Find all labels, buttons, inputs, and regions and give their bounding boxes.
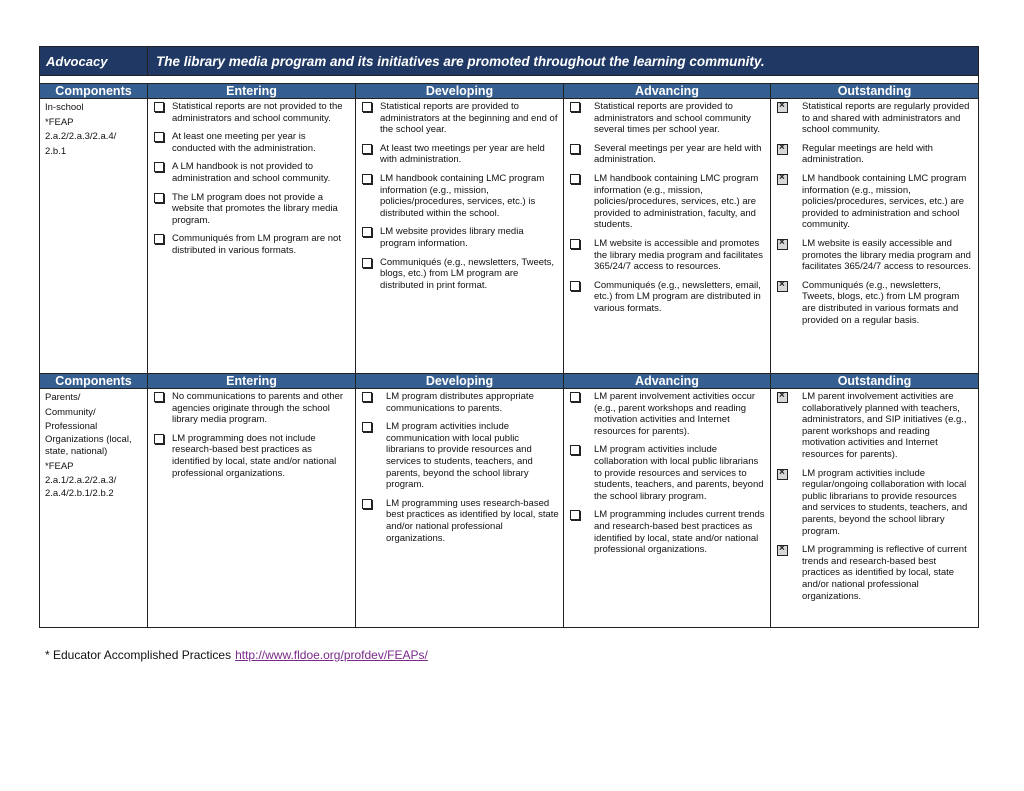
developing-cell <box>356 389 564 628</box>
header-outstanding: Outstanding <box>771 374 979 389</box>
advocacy-rubric-table <box>39 46 979 628</box>
section-row-parents-community <box>40 389 979 628</box>
spacer-row <box>40 76 979 84</box>
criterion-text: LM handbook containing LMC program information (e.g., mission, policies/procedures, services, etc.) is distributed within the school. <box>380 172 545 219</box>
criterion-item <box>777 280 974 326</box>
criterion-text: Communiqués from LM program are not distributed in various formats. <box>172 233 341 256</box>
criterion-text: LM website provides library media program information. <box>380 226 524 249</box>
criterion-item <box>570 101 766 136</box>
criterion-text: LM website is accessible and promotes the library media program and facilitates 365/24/7 access to resources. <box>594 237 763 273</box>
criterion-item <box>154 101 351 124</box>
criterion-item <box>570 444 766 502</box>
checkbox-icon[interactable] <box>570 510 580 520</box>
criterion-item <box>362 101 559 136</box>
component-line: 2.a.1/2.a.2/2.a.3/ 2.a.4/2.b.1/2.b.2 <box>45 475 117 499</box>
section-row-in-school <box>40 99 979 374</box>
criterion-item <box>777 238 974 273</box>
criterion-text: Regular meetings are held with administration. <box>802 142 933 166</box>
criterion-text: Statistical reports are regularly provided to and shared with administrators and school community. <box>802 101 970 136</box>
criterion-text: Statistical reports are provided to administrators at the beginning and end of the school year. <box>380 101 558 136</box>
header-row-1 <box>40 84 979 99</box>
criterion-item <box>362 257 559 292</box>
criterion-item <box>362 498 559 544</box>
checkbox-icon[interactable] <box>362 499 372 509</box>
checkbox-icon[interactable] <box>154 392 164 402</box>
checkbox-icon[interactable] <box>570 445 580 455</box>
header-advancing: Advancing <box>564 84 771 99</box>
checked-box-icon[interactable] <box>777 392 788 403</box>
header-entering: Entering <box>148 374 356 389</box>
rubric-category: Advocacy <box>40 47 148 76</box>
checkbox-icon[interactable] <box>362 174 372 184</box>
checkbox-icon[interactable] <box>570 102 580 112</box>
checkbox-icon[interactable] <box>154 162 164 172</box>
checkbox-icon[interactable] <box>362 227 372 237</box>
checkbox-icon[interactable] <box>154 193 164 203</box>
header-row-2 <box>40 374 979 389</box>
criterion-item <box>154 391 351 426</box>
header-components: Components <box>40 374 148 389</box>
criterion-item <box>362 421 559 491</box>
criterion-text: LM parent involvement activities are collaboratively planned with teachers, administrators, and SIP initiatives (e.g., parent workshops and reading motivation activities and Internet resources for parents). <box>802 391 967 460</box>
feaps-link[interactable]: http://www.fldoe.org/profdev/FEAPs/ <box>235 648 428 662</box>
title-row <box>40 47 979 76</box>
checkbox-icon[interactable] <box>362 422 372 432</box>
checkbox-icon[interactable] <box>154 132 164 142</box>
criterion-item <box>777 544 974 602</box>
criterion-item <box>154 192 351 227</box>
checkbox-icon[interactable] <box>362 392 372 402</box>
criterion-text: LM program activities include collaboration with local public librarians to provide resources and services to students, teachers, and parents, beyond the school library program. <box>594 444 764 502</box>
developing-cell <box>356 99 564 374</box>
checkbox-icon[interactable] <box>570 392 580 402</box>
criterion-text: Statistical reports are not provided to the administrators and school community. <box>172 101 343 124</box>
criterion-text: Several meetings per year are held with administration. <box>594 142 762 166</box>
entering-cell <box>148 99 356 374</box>
criterion-item <box>570 391 766 437</box>
checkbox-icon[interactable] <box>570 281 580 291</box>
criterion-text: LM programming includes current trends and research-based best practices as identified by local, state and/or national professional organizations. <box>594 509 765 556</box>
component-line: 2.b.1 <box>45 145 67 157</box>
criterion-item <box>362 226 559 249</box>
footnote-text: * Educator Accomplished Practices <box>45 648 232 662</box>
component-line: In-school <box>45 102 84 113</box>
header-components: Components <box>40 84 148 99</box>
criterion-item <box>570 238 766 273</box>
criterion-text: LM handbook containing LMC program information (e.g., mission, policies/procedures, services, etc.) are provided to administration and school community. <box>802 172 967 231</box>
criterion-item <box>777 143 974 166</box>
checked-box-icon[interactable] <box>777 144 788 155</box>
footnote <box>45 648 428 662</box>
criterion-item <box>777 391 974 461</box>
criterion-item <box>777 173 974 231</box>
checked-box-icon[interactable] <box>777 174 788 185</box>
outstanding-cell <box>771 99 979 374</box>
criterion-text: A LM handbook is not provided to administration and school community. <box>172 161 331 184</box>
checkbox-icon[interactable] <box>154 434 164 444</box>
criterion-item <box>777 101 974 136</box>
checkbox-icon[interactable] <box>362 144 372 154</box>
checked-box-icon[interactable] <box>777 239 788 250</box>
checkbox-icon[interactable] <box>570 144 580 154</box>
criterion-text: At least two meetings per year are held with administration. <box>380 142 545 166</box>
component-line: *FEAP <box>45 116 74 128</box>
criterion-item <box>777 468 974 538</box>
advancing-cell <box>564 99 771 374</box>
criterion-item <box>570 143 766 166</box>
component-cell <box>40 99 148 374</box>
header-outstanding: Outstanding <box>771 84 979 99</box>
criterion-item <box>362 143 559 166</box>
component-line: Community/ <box>45 406 96 418</box>
checked-box-icon[interactable] <box>777 469 788 480</box>
checked-box-icon[interactable] <box>777 102 788 113</box>
criterion-text: LM handbook containing LMC program information (e.g., mission, policies/procedures, services, etc.) are provided to administration, faculty, and students. <box>594 172 759 231</box>
criterion-text: At least one meeting per year is conducted with the administration. <box>172 131 316 154</box>
criterion-text: LM website is easily accessible and promotes the library media program and facilitates 365/24/7 access to resources. <box>802 237 971 273</box>
checkbox-icon[interactable] <box>362 258 372 268</box>
component-line: Professional Organizations (local, state, national) <box>45 421 132 457</box>
criterion-item <box>570 509 766 555</box>
header-advancing: Advancing <box>564 374 771 389</box>
advancing-cell <box>564 389 771 628</box>
criterion-item <box>362 391 559 414</box>
criterion-item <box>570 280 766 315</box>
header-entering: Entering <box>148 84 356 99</box>
header-developing: Developing <box>356 84 564 99</box>
criterion-item <box>154 161 351 184</box>
criterion-text: LM program activities include communication with local public librarians to provide resources and services to students, teachers, and parents, beyond the school library program. <box>386 421 533 491</box>
component-line: 2.a.2/2.a.3/2.a.4/ <box>45 131 117 142</box>
component-line: *FEAP <box>45 460 74 472</box>
component-cell <box>40 389 148 628</box>
checkbox-icon[interactable] <box>570 239 580 249</box>
criterion-text: LM programming uses research-based best practices as identified by local, state and/or national professional organizations. <box>386 497 559 544</box>
criterion-item <box>154 233 351 256</box>
criterion-text: Communiqués (e.g., newsletters, Tweets, blogs, etc.) from LM program are distributed in various formats and provided on a regular basis. <box>802 279 960 326</box>
checkbox-icon[interactable] <box>570 174 580 184</box>
criterion-text: LM program activities include regular/ongoing collaboration with local public librarians to provide resources and services to students, teachers, and parents, beyond the school library program. <box>802 467 968 537</box>
entering-cell <box>148 389 356 628</box>
checked-box-icon[interactable] <box>777 281 788 292</box>
criterion-item <box>154 433 351 479</box>
criterion-item <box>570 173 766 231</box>
criterion-text: No communications to parents and other agencies originate through the school library media program. <box>172 391 344 426</box>
criterion-text: LM program distributes appropriate communications to parents. <box>386 391 534 414</box>
criterion-text: Statistical reports are provided to administrators and school community several times per school year. <box>594 101 751 136</box>
checkbox-icon[interactable] <box>154 102 164 112</box>
outstanding-cell <box>771 389 979 628</box>
criterion-text: LM programming is reflective of current trends and research-based best practices as identified by local, state and/or national professional organizations. <box>802 544 967 602</box>
criterion-item <box>154 131 351 154</box>
component-line: Parents/ <box>45 392 81 403</box>
criterion-text: LM programming does not include research-based best practices as identified by local, state and/or national professional organizations. <box>172 432 337 479</box>
rubric-standard-description: The library media program and its initiatives are promoted throughout the learning community. <box>148 47 979 76</box>
checkbox-icon[interactable] <box>154 234 164 244</box>
checked-box-icon[interactable] <box>777 545 788 556</box>
header-developing: Developing <box>356 374 564 389</box>
criterion-item <box>362 173 559 219</box>
criterion-text: The LM program does not provide a website that promotes the library media program. <box>172 191 338 226</box>
checkbox-icon[interactable] <box>362 102 372 112</box>
criterion-text: Communiqués (e.g., newsletters, Tweets, blogs, etc.) from LM program are distributed in print format. <box>380 256 555 291</box>
criterion-text: Communiqués (e.g., newsletters, email, etc.) from LM program are distributed in various formats. <box>594 279 761 314</box>
criterion-text: LM parent involvement activities occur (e.g., parent workshops and reading motivation activities and Internet resources for parents). <box>594 391 756 437</box>
